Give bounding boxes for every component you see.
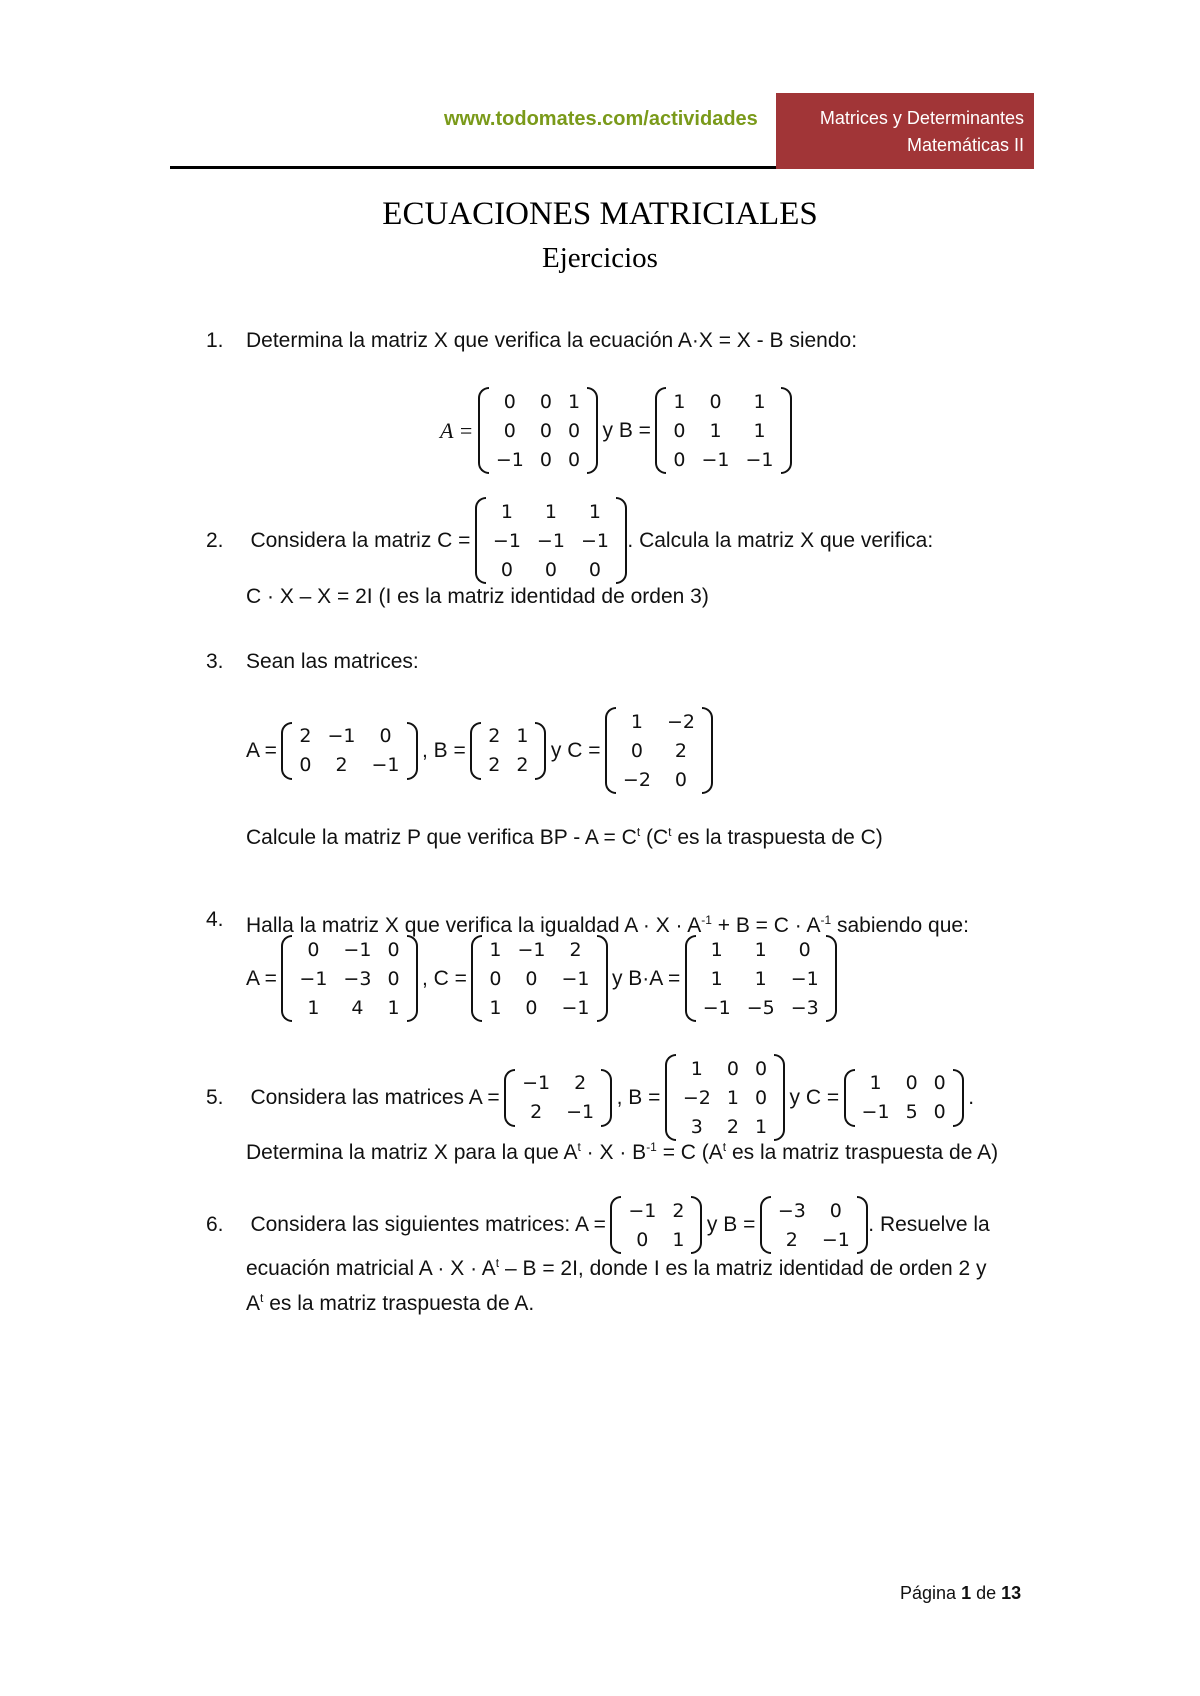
matrix-cell: 2	[674, 739, 687, 762]
matrix-cell: 0	[387, 938, 400, 961]
ex5-row	[206, 1054, 974, 1141]
matrix-row	[481, 935, 597, 964]
footer-page: 1	[961, 1583, 972, 1603]
matrix-cell: 0	[673, 419, 686, 442]
ex2-line2: C · X – X = 2I (I es la matriz identidad de orden 3)	[246, 585, 709, 608]
ex4-text-pre: Halla la matriz X que verifica la igualdad A · X · A	[246, 914, 702, 937]
matrix-cell: −1	[371, 754, 400, 776]
ex6-line3	[246, 1284, 534, 1318]
matrix-row	[291, 964, 407, 993]
ex5-pre: Considera las matrices A =	[250, 1085, 500, 1109]
ex5-end: .	[968, 1085, 975, 1109]
ex3-c-label: y C =	[550, 738, 601, 762]
ex2-row	[206, 497, 933, 584]
ex6-matrix-a	[610, 1196, 702, 1254]
matrix-row	[488, 387, 588, 416]
matrix-row	[695, 935, 827, 964]
matrix-cell: 1	[753, 390, 766, 413]
ex5-line2	[246, 1133, 998, 1167]
ex6-num: 6.	[206, 1213, 224, 1236]
ex1-matrix-b	[655, 387, 791, 474]
matrix-cell: 0	[539, 390, 552, 413]
ex4-sup1: -1	[701, 913, 712, 927]
matrix-cell: 1	[753, 419, 766, 442]
matrix-row	[485, 555, 617, 584]
matrix-cell: 2	[488, 754, 501, 776]
matrix-cell: −1	[702, 996, 731, 1019]
matrix-row	[665, 416, 781, 445]
matrix-cell: 1	[567, 390, 581, 413]
matrix-cell: 2	[574, 1072, 587, 1094]
matrix-cell: 4	[351, 996, 364, 1019]
matrix-cell: −1	[861, 1101, 890, 1123]
matrix-cell: 0	[754, 1086, 768, 1109]
ex5-l2-mid: · X · B	[580, 1141, 647, 1164]
ex5-matrix-c	[844, 1069, 964, 1127]
matrix-cell: −3	[777, 1199, 806, 1222]
matrix-cell: 0	[709, 390, 722, 413]
ex3-sup2: t	[668, 825, 672, 839]
matrix-cell: 1	[489, 938, 502, 961]
matrix-cell: −1	[580, 529, 609, 552]
matrix-cell: 0	[299, 754, 312, 776]
ex4-ba-label: y B·A =	[611, 966, 681, 990]
matrix-cell: −1	[299, 967, 328, 990]
matrix-cell: 0	[673, 448, 686, 471]
ex6-line2	[246, 1249, 987, 1283]
ex3-calc-mid: (C	[640, 826, 669, 849]
matrix-row	[770, 1196, 858, 1225]
matrix-cell: 0	[933, 1072, 946, 1094]
matrix-cell: −1	[343, 938, 372, 961]
footer-label: Página	[900, 1583, 957, 1603]
matrix-cell: −1	[561, 996, 590, 1019]
ex5-matrix-b	[665, 1054, 785, 1141]
matrix-row	[291, 722, 407, 751]
matrix-cell: −2	[622, 768, 651, 791]
page-title: ECUACIONES MATRICIALES	[382, 196, 818, 232]
matrix-row	[675, 1054, 775, 1083]
matrix-row	[615, 765, 703, 794]
matrix-cell: 2	[569, 938, 582, 961]
matrix-cell: −1	[327, 725, 356, 747]
ex6-l3-pre: A	[246, 1292, 261, 1315]
matrix-cell: −1	[536, 529, 565, 552]
ex3-a-label: A =	[246, 738, 277, 762]
matrix-cell: 0	[905, 1072, 918, 1094]
ex3-matrices	[246, 707, 713, 794]
matrix-cell: −1	[522, 1072, 551, 1094]
ex4-num: 4.	[206, 908, 224, 931]
matrix-cell: 0	[489, 967, 502, 990]
matrix-row	[854, 1098, 954, 1127]
matrix-row	[695, 993, 827, 1022]
ex3-calc	[246, 818, 883, 852]
matrix-row	[485, 526, 617, 555]
ex6-l2-post: – B = 2I, donde I es la matriz identidad de orden 2 y	[499, 1257, 987, 1280]
matrix-cell: 0	[525, 996, 538, 1019]
ex3-calc-pre: Calcule la matriz P que verifica BP - A = C	[246, 826, 637, 849]
ex3-num: 3.	[206, 650, 224, 673]
matrix-cell: −1	[492, 529, 521, 552]
matrix-row	[615, 707, 703, 736]
page-footer	[900, 1583, 1021, 1604]
matrix-cell: 2	[672, 1199, 685, 1222]
ex5-c-label: y C =	[789, 1085, 840, 1109]
matrix-cell: 0	[933, 1101, 946, 1123]
matrix-row	[695, 964, 827, 993]
matrix-row	[620, 1196, 692, 1225]
ex1-matrices	[440, 387, 792, 474]
ex4-matrices	[246, 935, 837, 1022]
matrix-cell: 0	[754, 1057, 768, 1080]
matrix-cell: 0	[503, 390, 516, 413]
matrix-cell: 0	[544, 558, 557, 581]
matrix-row	[665, 387, 781, 416]
matrix-cell: 0	[567, 448, 581, 471]
matrix-row	[480, 722, 536, 751]
matrix-cell: 0	[500, 558, 513, 581]
ex6-l3-post: es la matriz traspuesta de A.	[263, 1292, 535, 1315]
ex2-num: 2.	[206, 528, 224, 552]
header-subject: Matrices y Determinantes	[819, 108, 1024, 128]
ex4-matrix-ba	[685, 935, 837, 1022]
matrix-row	[485, 497, 617, 526]
matrix-cell: −1	[745, 448, 774, 471]
ex2-pre: Considera la matriz C =	[250, 528, 471, 552]
matrix-row	[481, 993, 597, 1022]
ex3-matrix-b	[470, 722, 546, 780]
matrix-row	[488, 445, 588, 474]
matrix-cell: 1	[710, 938, 723, 961]
matrix-cell: 1	[726, 1086, 739, 1109]
matrix-cell: 1	[754, 938, 767, 961]
matrix-cell: 1	[489, 996, 502, 1019]
matrix-cell: 1	[709, 419, 722, 442]
ex6-l2-pre: ecuación matricial A · X · A	[246, 1257, 496, 1280]
matrix-cell: 1	[710, 967, 723, 990]
header-course: Matemáticas II	[906, 135, 1024, 155]
matrix-cell: −2	[682, 1086, 711, 1109]
matrix-cell: 1	[544, 500, 557, 523]
ex4-sup2: -1	[820, 913, 832, 927]
matrix-cell: −1	[790, 967, 819, 990]
ex4-text-post: sabiendo que:	[831, 914, 969, 937]
matrix-cell: 1	[673, 390, 686, 413]
ex5-sup3: t	[722, 1140, 727, 1154]
matrix-cell: 1	[754, 967, 767, 990]
header-url: www.todomates.com/actividades	[444, 108, 758, 130]
matrix-cell: 2	[785, 1228, 798, 1251]
ex2-matrix-c	[475, 497, 627, 584]
ex6-sup2: t	[260, 1291, 264, 1305]
matrix-cell: −1	[821, 1228, 850, 1251]
ex6-post: . Resuelve la	[868, 1213, 990, 1236]
matrix-cell: 1	[690, 1057, 703, 1080]
matrix-cell: 0	[379, 725, 392, 747]
matrix-row	[514, 1098, 602, 1127]
matrix-cell: 0	[798, 938, 811, 961]
ex3-text: Sean las matrices:	[246, 650, 419, 673]
matrix-row	[291, 935, 407, 964]
matrix-cell: −1	[517, 938, 546, 961]
matrix-cell: −1	[701, 448, 730, 471]
ex3-b-label: , B =	[421, 738, 466, 762]
ex3-sup1: t	[636, 825, 641, 839]
matrix-cell: 0	[503, 419, 516, 442]
ex5-num: 5.	[206, 1085, 224, 1109]
matrix-row	[488, 416, 588, 445]
matrix-cell: 2	[488, 725, 501, 747]
matrix-row	[514, 1069, 602, 1098]
matrix-cell: 3	[690, 1115, 703, 1138]
ex6-row	[206, 1196, 990, 1254]
matrix-cell: 1	[387, 996, 400, 1019]
matrix-cell: 1	[307, 996, 320, 1019]
ex6-sup1: t	[495, 1256, 500, 1270]
matrix-row	[291, 751, 407, 780]
matrix-cell: 0	[829, 1199, 842, 1222]
ex3-matrix-c	[605, 707, 713, 794]
matrix-cell: 0	[567, 419, 581, 442]
matrix-cell: 1	[754, 1115, 768, 1138]
ex5-l2-pre: Determina la matriz X para la que A	[246, 1141, 578, 1164]
matrix-cell: −1	[628, 1199, 657, 1222]
matrix-cell: 0	[674, 768, 687, 791]
ex4-matrix-c	[471, 935, 607, 1022]
ex3-calc-post: es la traspuesta de C)	[671, 826, 883, 849]
matrix-cell: 0	[636, 1228, 649, 1251]
matrix-row	[665, 445, 781, 474]
matrix-cell: 2	[726, 1115, 739, 1138]
matrix-row	[291, 993, 407, 1022]
ex1-matrix-a	[478, 387, 598, 474]
ex1-num: 1.	[206, 329, 224, 352]
matrix-cell: 1	[869, 1072, 882, 1094]
ex4-c-label: , C =	[421, 966, 467, 990]
matrix-cell: 0	[307, 938, 320, 961]
matrix-cell: 0	[630, 739, 643, 762]
ex5-matrix-a	[504, 1069, 612, 1127]
ex1-text: Determina la matriz X que verifica la ecuación A·X = X - B siendo:	[246, 329, 858, 352]
matrix-row	[480, 751, 536, 780]
footer-total: 13	[1001, 1583, 1022, 1603]
matrix-cell: 0	[525, 967, 538, 990]
matrix-row	[615, 736, 703, 765]
matrix-cell: 0	[726, 1057, 739, 1080]
matrix-cell: 0	[588, 558, 601, 581]
ex4-matrix-a	[281, 935, 417, 1022]
ex3-matrix-a	[281, 722, 417, 780]
matrix-cell: 1	[516, 725, 529, 747]
matrix-cell: 2	[299, 725, 312, 747]
ex4-text-mid: + B = C · A	[711, 914, 821, 937]
ex5-sup2: -1	[646, 1140, 657, 1154]
ex5-b-label: , B =	[616, 1085, 661, 1109]
matrix-cell: −5	[746, 996, 775, 1019]
matrix-cell: −3	[790, 996, 819, 1019]
matrix-cell: 0	[539, 419, 552, 442]
matrix-cell: 2	[516, 754, 529, 776]
footer-de: de	[976, 1583, 997, 1603]
matrix-row	[675, 1083, 775, 1112]
matrix-cell: 1	[588, 500, 601, 523]
matrix-cell: −2	[666, 710, 695, 733]
ex4-a-label: A =	[246, 966, 277, 990]
matrix-cell: −3	[343, 967, 372, 990]
matrix-cell: −1	[566, 1101, 595, 1123]
matrix-cell: 1	[630, 710, 643, 733]
matrix-cell: 1	[672, 1228, 685, 1251]
matrix-cell: 1	[500, 500, 513, 523]
ex5-l2-post: es la matriz traspuesta de A)	[726, 1141, 999, 1164]
header-box	[776, 93, 1034, 169]
matrix-cell: 0	[539, 448, 552, 471]
matrix-cell: 0	[387, 967, 400, 990]
matrix-cell: 2	[530, 1101, 543, 1123]
ex1-mid-label: y B =	[602, 418, 651, 442]
matrix-cell: 2	[335, 754, 348, 776]
matrix-cell: −1	[495, 448, 524, 471]
ex5-sup1: t	[577, 1140, 581, 1154]
matrix-row	[481, 964, 597, 993]
ex5-l2-mid2: = C (A	[656, 1141, 723, 1164]
ex6-b-label: y B =	[706, 1213, 756, 1236]
ex6-pre: Considera las siguientes matrices: A =	[250, 1213, 606, 1236]
matrix-cell: 5	[905, 1101, 918, 1123]
ex2-post: . Calcula la matriz X que verifica:	[627, 528, 934, 552]
ex1-a-label: A =	[440, 417, 474, 443]
matrix-cell: −1	[561, 967, 590, 990]
header-rule	[170, 166, 776, 169]
page-subtitle: Ejercicios	[542, 242, 658, 274]
matrix-row	[854, 1069, 954, 1098]
ex6-matrix-b	[760, 1196, 868, 1254]
